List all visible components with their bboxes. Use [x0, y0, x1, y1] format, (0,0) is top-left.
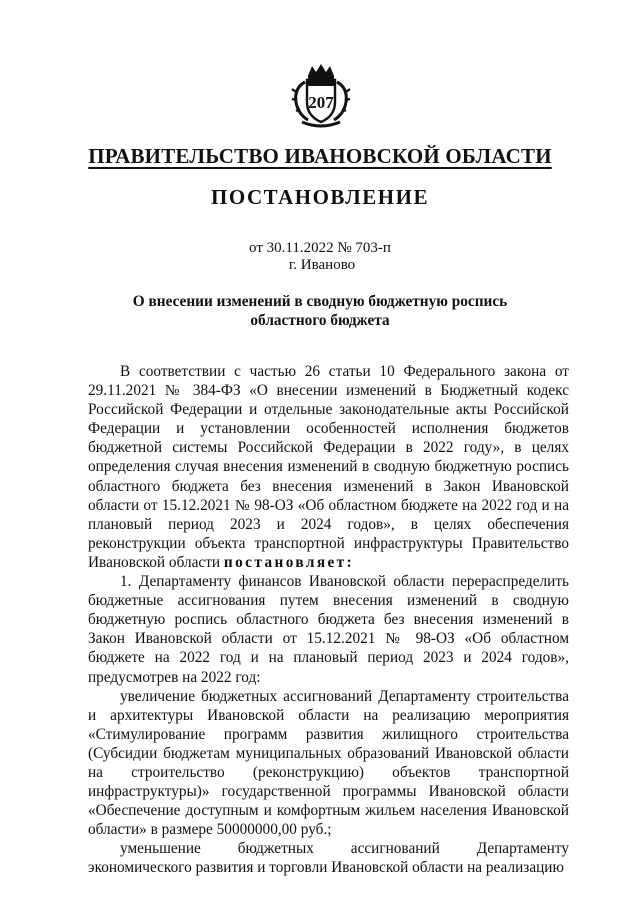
subject-line-1: О внесении изменений в сводную бюджетную роспись	[132, 293, 508, 310]
emblem-text: 207	[308, 93, 334, 112]
government-title-text: ПРАВИТЕЛЬСТВО ИВАНОВСКОЙ ОБЛАСТИ	[88, 144, 552, 168]
subject-line-2: областного бюджета	[250, 312, 390, 329]
document-body	[88, 362, 569, 878]
decree-keyword: постановляет:	[223, 553, 355, 571]
document-subject	[0, 292, 640, 330]
ivanovo-coat-of-arms-icon	[290, 62, 352, 128]
document-city: г. Иваново	[288, 257, 356, 273]
document-type: ПОСТАНОВЛЕНИЕ	[211, 185, 429, 209]
paragraph-preamble	[88, 362, 569, 572]
paragraph-item-1: 1. Департаменту финансов Ивановской области перераспределить бюджетные ассигнования путем внесения изменений в сводную бюджетную роспись областного бюджета без внесения изменений в Закон Ивановской области от 15.12.2021 № 98-ОЗ «Об областном бюджете на 2022 год и на плановый период 2023 и 2024 годов», предусмотрев на 2022 год:	[88, 573, 569, 686]
government-title	[0, 144, 640, 169]
paragraph-increase: увеличение бюджетных ассигнований Департаменту строительства и архитектуры Ивановской области на реализацию мероприятия «Стимулирование программ развития жилищного строительства (Субсидии бюджетам муниципальных образований Ивановской области на строительство (реконструкцию) объектов транспортной инфраструктуры)» государственной программы Ивановской области «Обеспечение доступным и комфортным жильем населения Ивановской области» в размере 50000000,00 руб.;	[88, 687, 569, 839]
paragraph-decrease: уменьшение бюджетных ассигнований Департаменту экономического развития и торговли Ивановской области на реализацию	[88, 840, 569, 877]
preamble-text: В соответствии с частью 26 статьи 10 Федерального закона от 29.11.2021 № 384-ФЗ «О внесении изменений в Бюджетный кодекс Российской Федерации и отдельные законодательные акты Российской Федерации и установлении особенностей исполнения бюджетов бюджетной системы Российской Федерации в 2022 году», в целях определения случая внесения изменений в сводную бюджетную роспись областного бюджета без внесения изменений в Закон Ивановской области от 15.12.2021 № 98-ОЗ «Об областном бюджете на 2022 год и на плановый период 2023 и 2024 годов», в целях обеспечения реконструкции объекта транспортной инфраструктуры Правительство Ивановской области	[88, 363, 569, 571]
document-date-number: от 30.11.2022 № 703-п	[249, 240, 391, 256]
